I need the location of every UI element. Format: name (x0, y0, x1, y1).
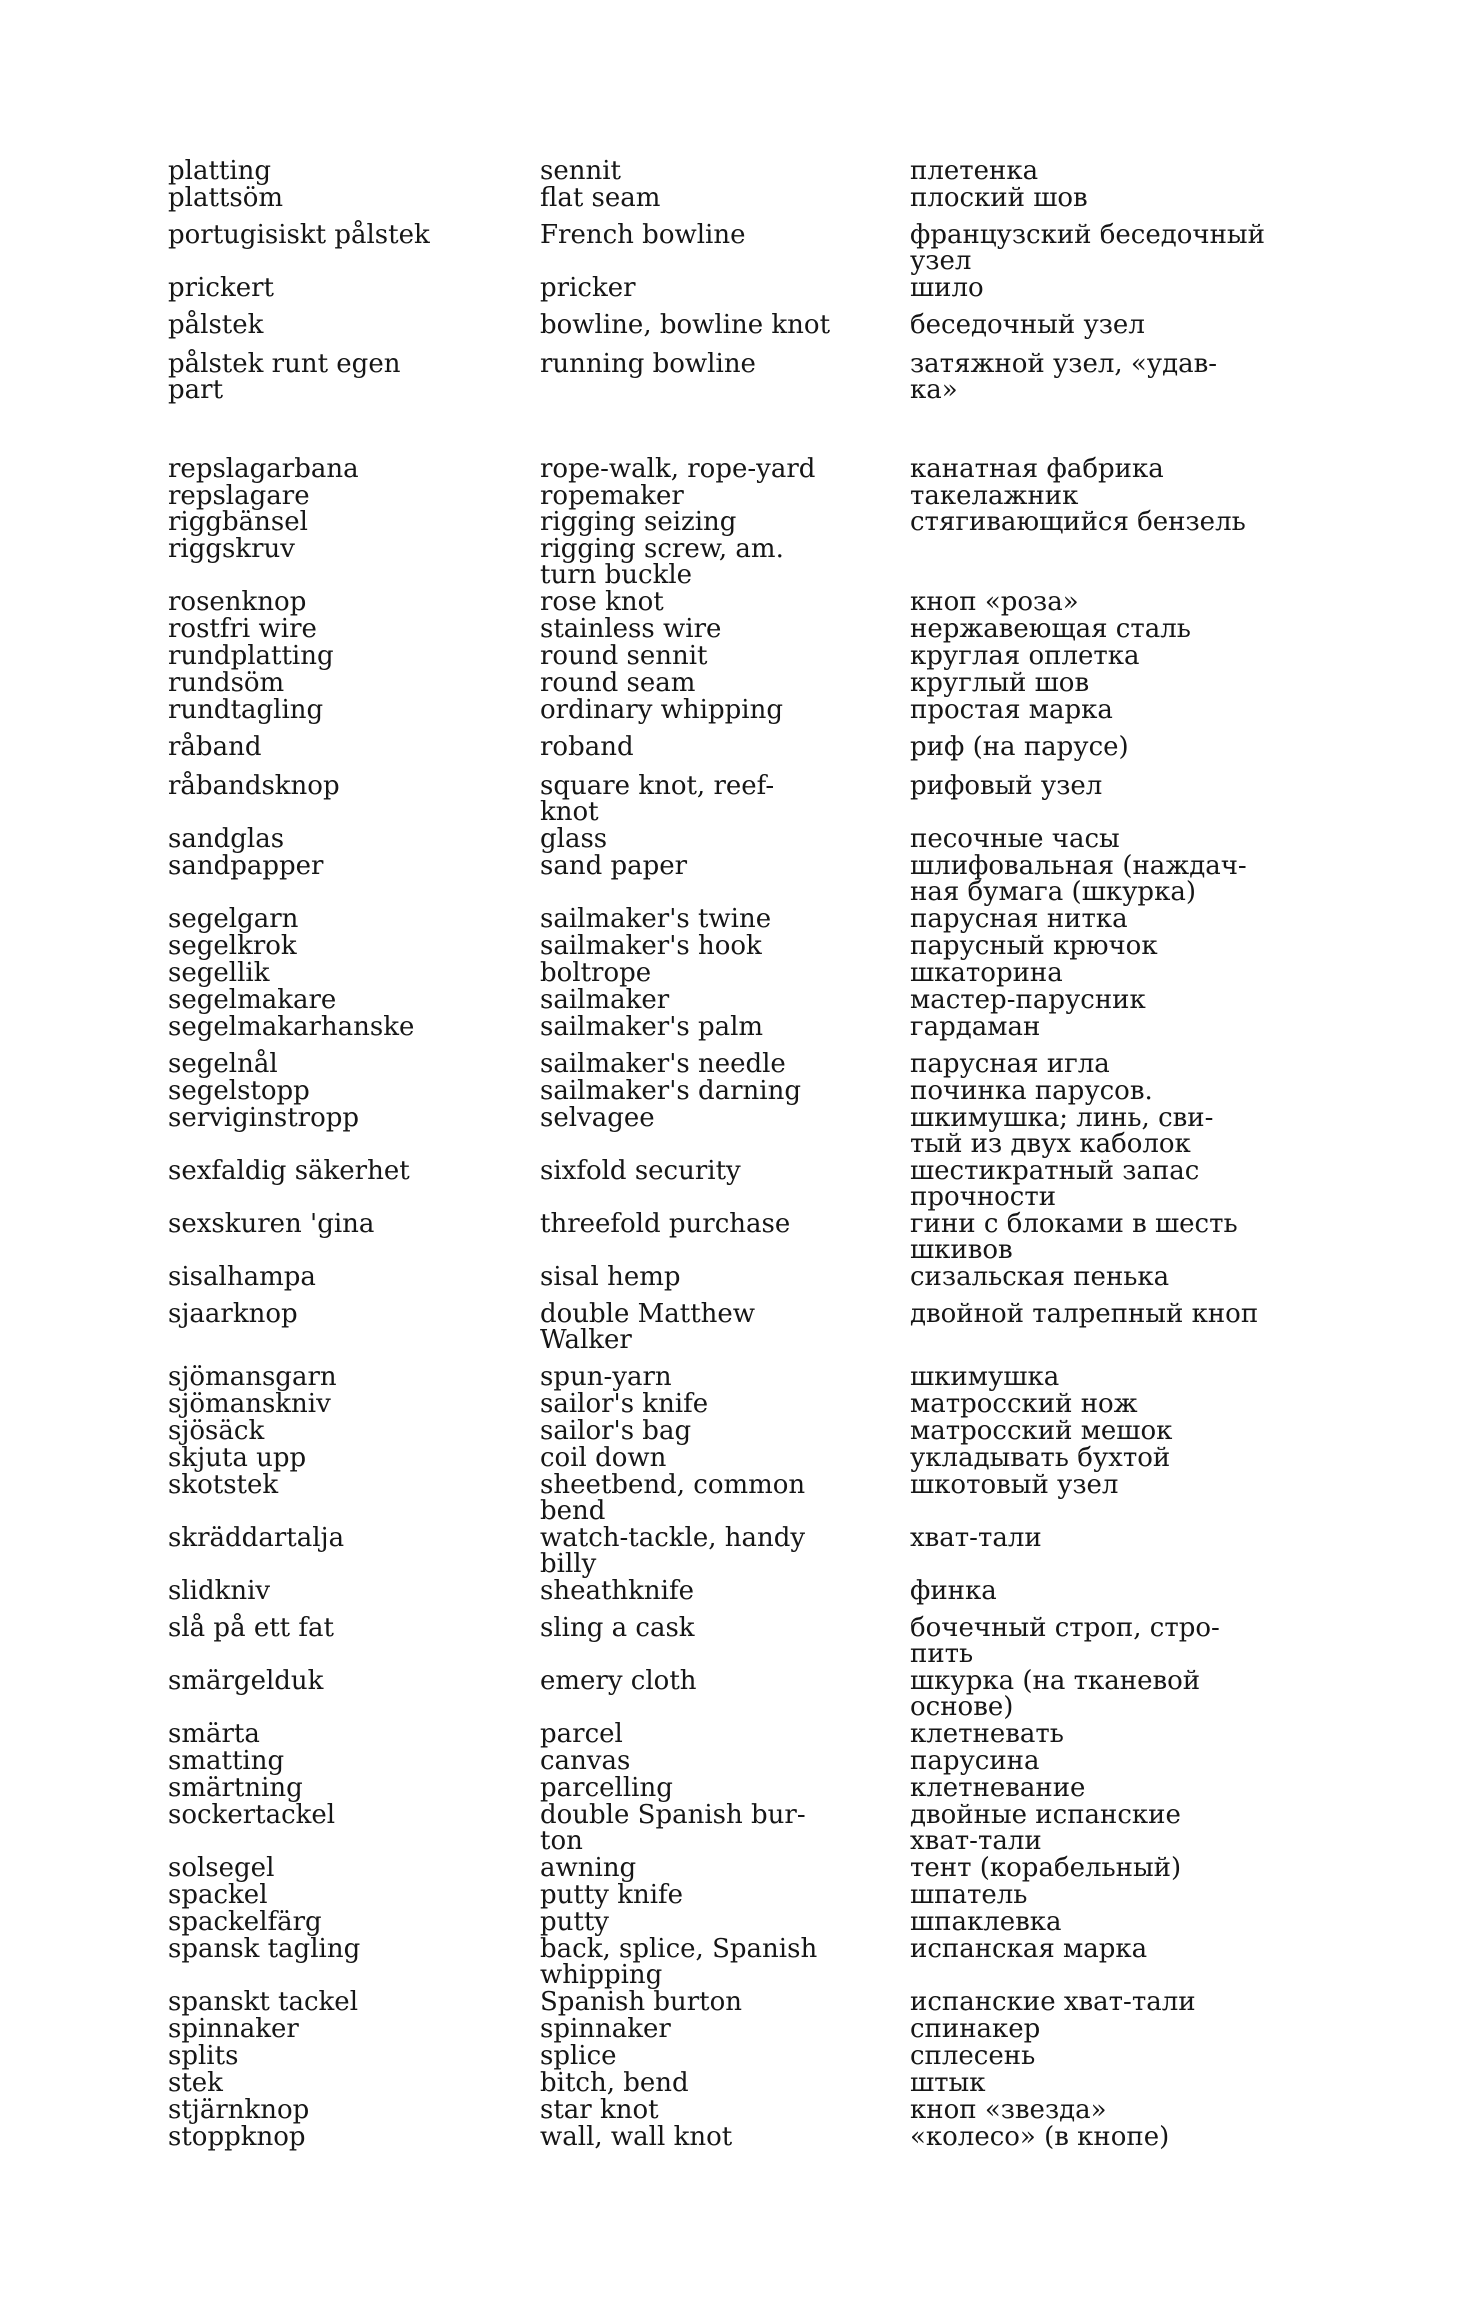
russian-term: нержавеющая сталь (910, 614, 1191, 644)
swedish-term: stjärnknop (168, 2095, 310, 2125)
english-term: sheathknife (540, 1576, 694, 1606)
swedish-term: segelgarn (168, 904, 299, 934)
russian-term: штык (910, 2068, 986, 2098)
russian-term: парусный крючок (910, 931, 1158, 961)
swedish-term: slidkniv (168, 1576, 271, 1606)
russian-term: шкурка (на тканевой основе) (910, 1666, 1201, 1722)
english-term: sailmaker's palm (540, 1012, 764, 1042)
english-term: star knot (540, 2095, 659, 2125)
russian-term: починка парусов. (910, 1076, 1153, 1106)
russian-term: плоский шов (910, 183, 1088, 213)
russian-term: парусная игла (910, 1049, 1110, 1079)
english-term: sailmaker's hook (540, 931, 762, 961)
english-term: watch-tackle, handy billy (540, 1523, 806, 1579)
english-term: ropemaker (540, 481, 684, 511)
swedish-term: skotstek (168, 1470, 279, 1500)
russian-term: затяжной узел, «удав- ка» (910, 349, 1218, 405)
english-term: boltrope (540, 958, 652, 988)
swedish-term: sandglas (168, 824, 285, 854)
russian-term: кноп «звезда» (910, 2095, 1107, 2125)
russian-term: шпатель (910, 1880, 1028, 1910)
russian-term: французский беседочный узел (910, 220, 1265, 276)
swedish-term: smatting (168, 1746, 285, 1776)
swedish-term: sjösäck (168, 1416, 265, 1446)
english-term: running bowline (540, 349, 756, 379)
swedish-term: spackel (168, 1880, 268, 1910)
russian-term: шестикратный запас прочности (910, 1156, 1200, 1212)
english-term: rose knot (540, 587, 664, 617)
swedish-term: rundplatting (168, 641, 334, 671)
swedish-term: segelstopp (168, 1076, 310, 1106)
swedish-term: sjaarknop (168, 1299, 298, 1329)
swedish-term: råbandsknop (168, 771, 340, 801)
english-term: rigging seizing (540, 507, 737, 537)
swedish-term: sisalhampa (168, 1262, 316, 1292)
swedish-term: splits (168, 2041, 239, 2071)
swedish-term: platting (168, 156, 272, 186)
english-term: coil down (540, 1443, 667, 1473)
russian-term: укладывать бухтой (910, 1443, 1171, 1473)
russian-term: шило (910, 273, 984, 303)
swedish-term: rundtagling (168, 695, 324, 725)
russian-term: гини с блоками в шесть шкивов (910, 1209, 1238, 1265)
swedish-term: rosenknop (168, 587, 307, 617)
english-term: sennit (540, 156, 621, 186)
swedish-term: sjömanskniv (168, 1389, 331, 1419)
swedish-term: spansk tagling (168, 1934, 361, 1964)
swedish-term: segelmakarhanske (168, 1012, 415, 1042)
english-term: pricker (540, 273, 636, 303)
russian-term: испанские хват-тали (910, 1987, 1196, 2017)
swedish-term: plattsöm (168, 183, 284, 213)
english-term: back, splice, Spanish whipping (540, 1934, 818, 1990)
russian-term: канатная фабрика (910, 454, 1164, 484)
swedish-term: stoppknop (168, 2122, 306, 2152)
english-term: sailmaker's needle (540, 1049, 786, 1079)
russian-term: парусная нитка (910, 904, 1128, 934)
russian-term: стягивающийся бензель (910, 507, 1246, 537)
english-term: emery cloth (540, 1666, 697, 1696)
swedish-term: smärtning (168, 1773, 303, 1803)
english-term: roband (540, 732, 634, 762)
swedish-term: skräddartalja (168, 1523, 345, 1553)
russian-term: хват-тали (910, 1523, 1042, 1553)
english-term: selvagee (540, 1103, 655, 1133)
english-term: bowline, bowline knot (540, 310, 831, 340)
english-term: sand paper (540, 851, 688, 881)
english-term: sailmaker's darning (540, 1076, 801, 1106)
russian-term: сизальская пенька (910, 1262, 1170, 1292)
english-term: threefold purchase (540, 1209, 791, 1239)
russian-term: шкимушка; линь, сви- тый из двух каболок (910, 1103, 1214, 1159)
russian-term: матросский мешок (910, 1416, 1173, 1446)
swedish-term: spanskt tackel (168, 1987, 359, 2017)
swedish-term: riggbänsel (168, 507, 308, 537)
russian-term: двойной талрепный кноп (910, 1299, 1259, 1329)
swedish-term: prickert (168, 273, 274, 303)
swedish-term: serviginstropp (168, 1103, 360, 1133)
english-term: canvas (540, 1746, 631, 1776)
dictionary-entry (0, 1301, 1468, 1361)
russian-term: гардаман (910, 1012, 1041, 1042)
russian-term: шкимушка (910, 1362, 1060, 1392)
russian-term: испанская марка (910, 1934, 1148, 1964)
russian-term: матросский нож (910, 1389, 1138, 1419)
russian-term: «колесо» (в кнопе) (910, 2122, 1170, 2152)
swedish-term: sockertackel (168, 1800, 336, 1830)
swedish-term: repslagare (168, 481, 310, 511)
russian-term: песочные часы (910, 824, 1120, 854)
english-term: round seam (540, 668, 696, 698)
swedish-term: riggskruv (168, 534, 295, 564)
swedish-term: rostfri wire (168, 614, 317, 644)
russian-term: кноп «роза» (910, 587, 1079, 617)
russian-term: двойные испанские хват-тали (910, 1800, 1181, 1856)
english-term: stainless wire (540, 614, 722, 644)
dictionary-entry (0, 351, 1468, 411)
swedish-term: råband (168, 732, 262, 762)
english-term: parcelling (540, 1773, 673, 1803)
english-term: flat seam (540, 183, 661, 213)
english-term: double Spanish bur- ton (540, 1800, 806, 1856)
swedish-term: sandpapper (168, 851, 324, 881)
swedish-term: segellik (168, 958, 270, 988)
english-term: putty (540, 1907, 609, 1937)
english-term: Spanish burton (540, 1987, 743, 2017)
swedish-term: sjömansgarn (168, 1362, 337, 1392)
english-term: sisal hemp (540, 1262, 681, 1292)
english-term: French bowline (540, 220, 746, 250)
swedish-term: spinnaker (168, 2014, 299, 2044)
swedish-term: repslagarbana (168, 454, 359, 484)
russian-term: простая марка (910, 695, 1113, 725)
swedish-term: segelmakare (168, 985, 337, 1015)
russian-term: сплесень (910, 2041, 1036, 2071)
english-term: spinnaker (540, 2014, 671, 2044)
english-term: round sennit (540, 641, 708, 671)
swedish-term: skjuta upp (168, 1443, 307, 1473)
english-term: ordinary whipping (540, 695, 783, 725)
swedish-term: rundsöm (168, 668, 285, 698)
russian-term: беседочный узел (910, 310, 1145, 340)
english-term: sailor's bag (540, 1416, 692, 1446)
english-term: double Matthew Walker (540, 1299, 756, 1355)
swedish-term: portugisiskt pålstek (168, 220, 430, 250)
russian-term: круглый шов (910, 668, 1090, 698)
swedish-term: solsegel (168, 1853, 275, 1883)
russian-term: шпаклевка (910, 1907, 1062, 1937)
english-term: sailor's knife (540, 1389, 709, 1419)
swedish-term: pålstek (168, 310, 264, 340)
russian-term: клетневать (910, 1719, 1064, 1749)
english-term: splice (540, 2041, 617, 2071)
english-term: rope-walk, rope-yard (540, 454, 816, 484)
english-term: awning (540, 1853, 637, 1883)
english-term: bitch, bend (540, 2068, 689, 2098)
russian-term: тент (корабельный) (910, 1853, 1182, 1883)
english-term: putty knife (540, 1880, 684, 1910)
russian-term: рифовый узел (910, 771, 1103, 801)
russian-term: финка (910, 1576, 997, 1606)
swedish-term: spackelfärg (168, 1907, 322, 1937)
russian-term: плетенка (910, 156, 1039, 186)
english-term: square knot, reef- knot (540, 771, 775, 827)
russian-term: мастер-парусник (910, 985, 1146, 1015)
russian-term: бочечный строп, стро- пить (910, 1613, 1220, 1669)
swedish-term: segelnål (168, 1049, 278, 1079)
russian-term: шлифовальная (наждач- ная бумага (шкурка) (910, 851, 1247, 907)
swedish-term: smärta (168, 1719, 260, 1749)
swedish-term: segelkrok (168, 931, 297, 961)
english-term: sling a cask (540, 1613, 695, 1643)
russian-term: парусина (910, 1746, 1040, 1776)
russian-term: такелажник (910, 481, 1079, 511)
dictionary-entry (0, 2124, 1468, 2184)
english-term: spun-yarn (540, 1362, 672, 1392)
english-term: sheetbend, common bend (540, 1470, 806, 1526)
russian-term: клетневание (910, 1773, 1086, 1803)
swedish-term: smärgelduk (168, 1666, 324, 1696)
english-term: wall, wall knot (540, 2122, 733, 2152)
english-term: glass (540, 824, 608, 854)
swedish-term: slå på ett fat (168, 1613, 334, 1643)
russian-term: риф (на парусе) (910, 732, 1129, 762)
russian-term: круглая оплетка (910, 641, 1140, 671)
english-term: sailmaker (540, 985, 670, 1015)
swedish-term: sexskuren 'gina (168, 1209, 375, 1239)
russian-term: шкотовый узел (910, 1470, 1119, 1500)
swedish-term: sexfaldig säkerhet (168, 1156, 410, 1186)
english-term: parcel (540, 1719, 623, 1749)
swedish-term: stek (168, 2068, 223, 2098)
swedish-term: pålstek runt egen part (168, 349, 401, 405)
english-term: sixfold security (540, 1156, 741, 1186)
english-term: sailmaker's twine (540, 904, 772, 934)
english-term: rigging screw, am. turn buckle (540, 534, 784, 590)
russian-term: шкаторина (910, 958, 1063, 988)
russian-term: спинакер (910, 2014, 1041, 2044)
